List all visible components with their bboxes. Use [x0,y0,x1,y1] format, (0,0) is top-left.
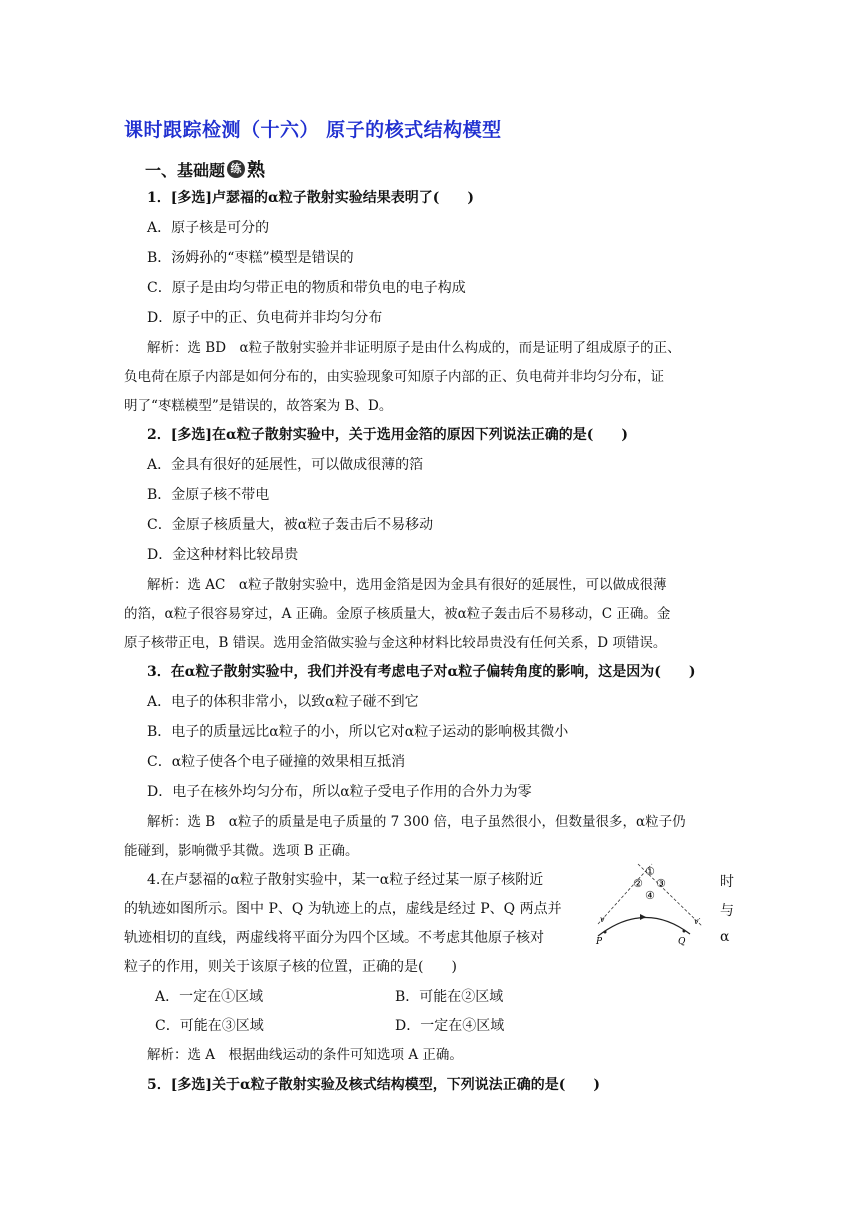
alpha-trajectory-figure [590,862,710,952]
region-4-label: ④ [645,889,655,902]
q2-option-d: D．金这种材料比较昂贵 [147,547,299,563]
q1-analysis-line: 负电荷在原子内部是如何分布的，由实验现象可知原子内部的正、负电荷并非均匀分布，证 [124,369,664,385]
q4-analysis: 解析：选 A 根据曲线运动的条件可知选项 A 正确。 [147,1047,463,1063]
region-2-label: ② [633,877,643,890]
q3-option-d: D．电子在核外均匀分布，所以α粒子受电子作用的合外力为零 [147,784,532,800]
q3-analysis-line: 能碰到，影响微乎其微。选项 B 正确。 [124,843,359,859]
q4-option-b: B．可能在②区域 [395,989,504,1005]
point-q [683,930,686,933]
question-4-line: 的轨迹如图所示。图中 P、Q 为轨迹上的点，虚线是经过 P、Q 两点并 [124,901,562,917]
region-3-label: ③ [656,877,666,890]
label-v-prime: v′ [694,917,701,926]
section-tail: 熟 [247,160,266,181]
label-v: v [600,915,605,924]
q1-analysis-line: 明了“枣糕模型”是错误的，故答案为 B、D。 [124,398,393,414]
q3-analysis-line: 解析：选 B α粒子的质量是电子质量的 7 300 倍，电子虽然很小，但数量很多，α粒子仍 [147,814,686,830]
question-2-stem: 2．[多选]在α粒子散射实验中，关于选用金箔的原因下列说法正确的是( ) [147,427,629,443]
q2-analysis-line: 的箔，α粒子很容易穿过，A 正确。金原子核质量大，被α粒子轰击后不易移动，C 正确。金 [124,606,671,622]
label-p: P [596,937,603,947]
q4-option-d: D．一定在④区域 [395,1018,505,1034]
q1-analysis-line: 解析：选 BD α粒子散射实验并非证明原子是由什么构成的，而是证明了组成原子的正、 [147,340,681,356]
q1-option-d: D．原子中的正、负电荷并非均匀分布 [147,310,383,326]
q3-option-a: A．电子的体积非常小，以致α粒子碰不到它 [147,694,419,710]
q4-side-text: 时 [720,874,734,890]
q1-option-b: B．汤姆孙的“枣糕”模型是错误的 [147,250,354,266]
practice-badge: 练 [227,160,245,178]
section-label: 一、基础题 [145,160,226,180]
label-q: Q [678,937,686,947]
q4-side-text: α [720,929,730,945]
q4-option-c: C．可能在③区域 [155,1018,264,1034]
question-5-stem: 5．[多选]关于α粒子散射实验及核式结构模型，下列说法正确的是( ) [147,1077,601,1093]
question-1-stem: 1．[多选]卢瑟福的α粒子散射实验结果表明了( ) [147,190,475,206]
q3-option-c: C．α粒子使各个电子碰撞的效果相互抵消 [147,754,406,770]
alpha-trajectory-curve [598,917,690,936]
q1-option-a: A．原子核是可分的 [147,220,270,236]
section-heading [145,156,265,182]
q2-option-a: A．金具有很好的延展性，可以做成很薄的箔 [147,457,424,473]
q2-analysis-line: 原子核带正电，B 错误。选用金箔做实验与金这种材料比较昂贵没有任何关系，D 项错误。 [124,635,667,651]
q3-option-b: B．电子的质量远比α粒子的小，所以它对α粒子运动的影响极其微小 [147,724,569,740]
q2-option-c: C．金原子核质量大，被α粒子轰击后不易移动 [147,517,434,533]
question-3-stem: 3．在α粒子散射实验中，我们并没有考虑电子对α粒子偏转角度的影响，这是因为( ) [147,664,696,680]
question-4-line: 轨迹相切的直线，两虚线将平面分为四个区域。不考虑其他原子核对 [124,930,544,946]
q1-option-c: C．原子是由均匀带正电的物质和带负电的电子构成 [147,280,466,296]
question-4-line: 粒子的作用，则关于该原子核的位置，正确的是( ) [124,959,457,975]
page-title: 课时跟踪检测（十六） 原子的核式结构模型 [124,119,502,141]
q4-side-text: 与 [720,903,734,919]
trajectory-arrow-icon [640,914,646,920]
point-p [604,931,607,934]
q2-analysis-line: 解析：选 AC α粒子散射实验中，选用金箔是因为金具有很好的延展性，可以做成很薄 [147,577,667,593]
region-1-label: ① [645,865,655,878]
tangent-line-p [598,864,652,924]
q4-option-a: A．一定在①区域 [155,989,264,1005]
q2-option-b: B．金原子核不带电 [147,487,270,503]
question-4-line: 4.在卢瑟福的α粒子散射实验中，某一α粒子经过某一原子核附近 [147,872,544,888]
